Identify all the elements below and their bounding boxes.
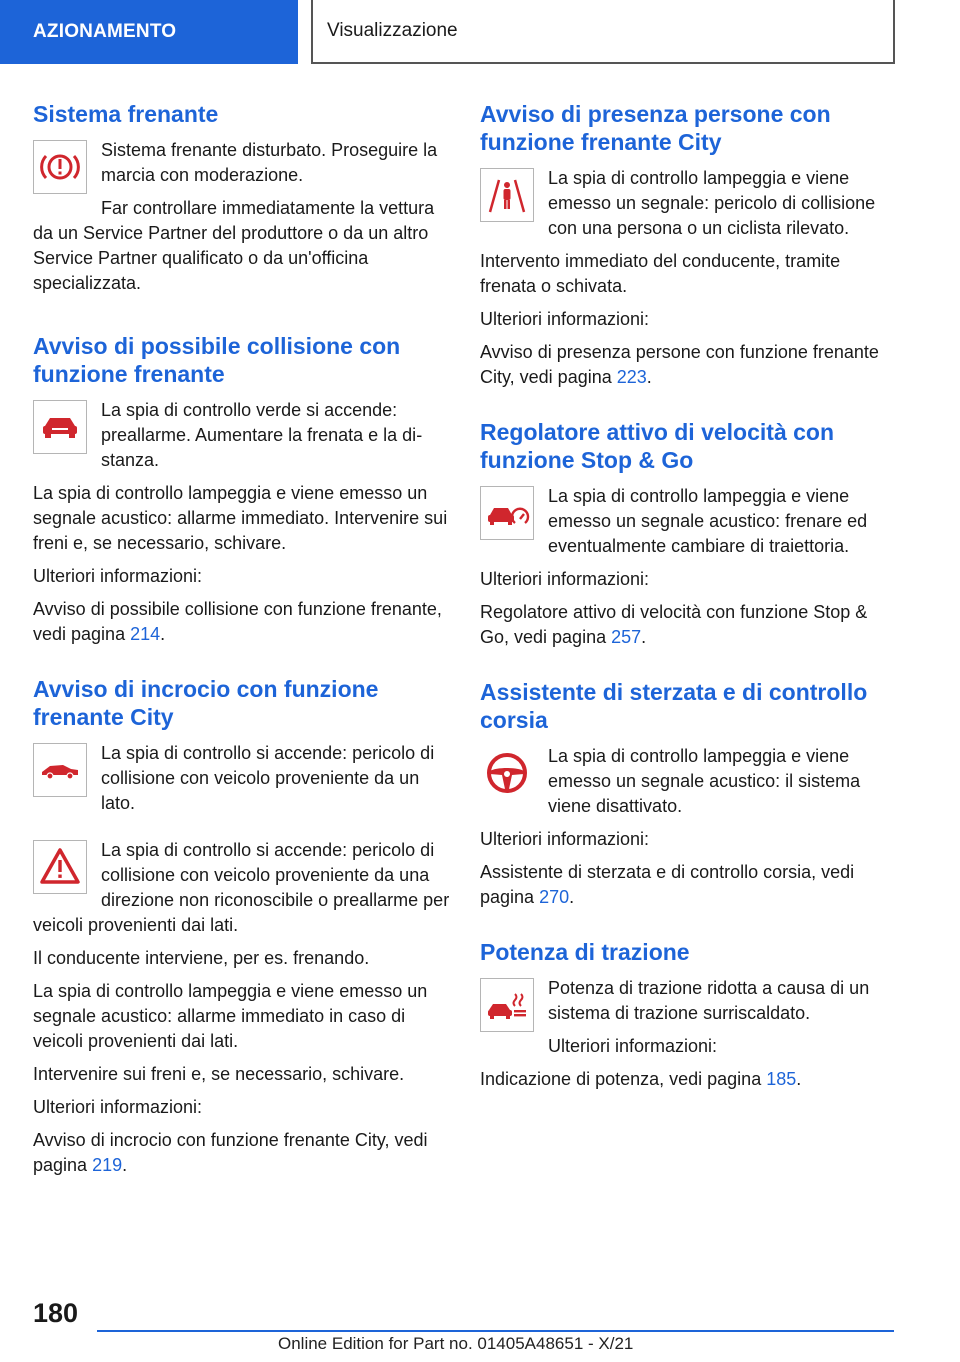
text: Ulteriori informazioni: [33,566,203,586]
text: Ulteriori informazioni: [480,309,650,329]
section-tab[interactable]: AZIONAMENTO [0,0,298,64]
page-number: 180 [33,1298,79,1328]
section-person-warning [480,100,894,390]
text: Ulteriori informazioni: [480,829,650,849]
warning-triangle-icon [33,840,87,894]
steering-wheel-icon [480,746,534,800]
text: Indicazione di potenza, vedi pagina 185. [480,1069,802,1089]
section-active-cruise [480,418,894,650]
text: Regolatore attivo di velocità con funzione Stop & Go, vedi pagina 257. [480,602,868,647]
text: Avviso di incrocio con funzione frenante City, vedi pagina 219. [33,1130,428,1175]
page-title: Visualizzazione [311,0,895,64]
text: Potenza di trazione ridotta a causa di un sistema di trazione surriscaldato. [548,978,870,1023]
front-car-warning-icon [33,400,87,454]
heading-brake-system: Sistema frenante [33,101,219,127]
text: La spia di controllo lampeggia e viene emesso un segnale acustico: frenare ed eventualmente cambiare di traiettoria. [548,486,868,556]
text: La spia di controllo lampeggia e viene emesso un segnale acustico: allarme immediato. Intervenire sui freni e, se necessario, schivare. [33,483,448,553]
text: La spia di controllo lampeggia e viene emesso un segnale acustico: allarme immediato in caso di veicoli provenienti dai lati. [33,981,428,1051]
text: La spia di controllo si accende: pericolo di collisione con veicolo proveniente da una direzione non riconoscibile o preallarme per veicoli provenienti dai lati. [33,840,450,935]
section-crossing-warning [33,675,451,1178]
section-steering-assist [480,678,894,910]
text: Intervenire sui freni e, se necessario, schivare. [33,1064,405,1084]
text: La spia di controllo lampeggia e viene emesso un segnale: pericolo di collisione con una persona o un ciclista rilevato. [548,168,876,238]
heading-collision-warning: Avviso di possibile collisione con funzione frenante [33,333,401,387]
side-car-warning-icon [33,743,87,797]
heading-active-cruise: Regolatore attivo di velocità con funzione Stop & Go [480,419,835,473]
right-column [480,100,894,1120]
page-link[interactable]: 257 [611,627,642,647]
page-link[interactable]: 185 [766,1069,797,1089]
section-traction-power [480,938,894,1092]
footer-divider [97,1330,894,1332]
text: Assistente di sterzata e di controllo corsia, vedi pagina 270. [480,862,855,907]
heading-steering-assist: Assistente di sterzata e di controllo corsia [480,679,868,733]
page-link[interactable]: 270 [539,887,570,907]
page-link[interactable]: 219 [92,1155,123,1175]
text: La spia di controllo lampeggia e viene emesso un segnale acustico: il sistema viene disattivato. [548,746,861,816]
text: La spia di controllo verde si accende: preallarme. Aumentare la frenata e la distanza. [101,400,423,470]
section-collision-warning [33,332,451,647]
top-bar [0,0,960,66]
text: Avviso di possibile collisione con funzione frenante, vedi pagina 214. [33,599,442,644]
text: Ulteriori informazioni: [480,569,650,589]
text: Avviso di presenza persone con funzione frenante City, vedi pagina 223. [480,342,879,387]
text: Ulteriori informazioni: [33,1097,203,1117]
page-link[interactable]: 223 [616,367,647,387]
text: Ulteriori informazioni: [548,1036,718,1056]
text: Intervento immediato del conducente, tramite frenata o schivata. [480,251,841,296]
heading-person-warning: Avviso di presenza persone con funzione frenante City [480,101,831,155]
text: Sistema frenante disturbato. Proseguire la marcia con moderazione. [101,140,438,185]
text: Far controllare immediatamente la vettura da un Service Partner del produttore o da un altro Service Partner qualificato o da un'officina specializzata. [33,198,435,293]
text: La spia di controllo si accende: pericolo di collisione con veicolo proveniente da un lato. [101,743,435,813]
text: Il conducente interviene, per es. frenando. [33,948,370,968]
left-column [33,100,451,1206]
heading-crossing-warning: Avviso di incrocio con funzione frenante City [33,676,379,730]
section-brake-system [33,100,451,304]
heading-traction-power: Potenza di trazione [480,939,690,965]
pedestrian-warning-icon [480,168,534,222]
edition-note: Online Edition for Part no. 01405A48651 - X/21 [278,1334,634,1353]
traction-system-icon [480,978,534,1032]
cruise-control-warning-icon [480,486,534,540]
brake-warning-icon [33,140,87,194]
page-link[interactable]: 214 [130,624,161,644]
